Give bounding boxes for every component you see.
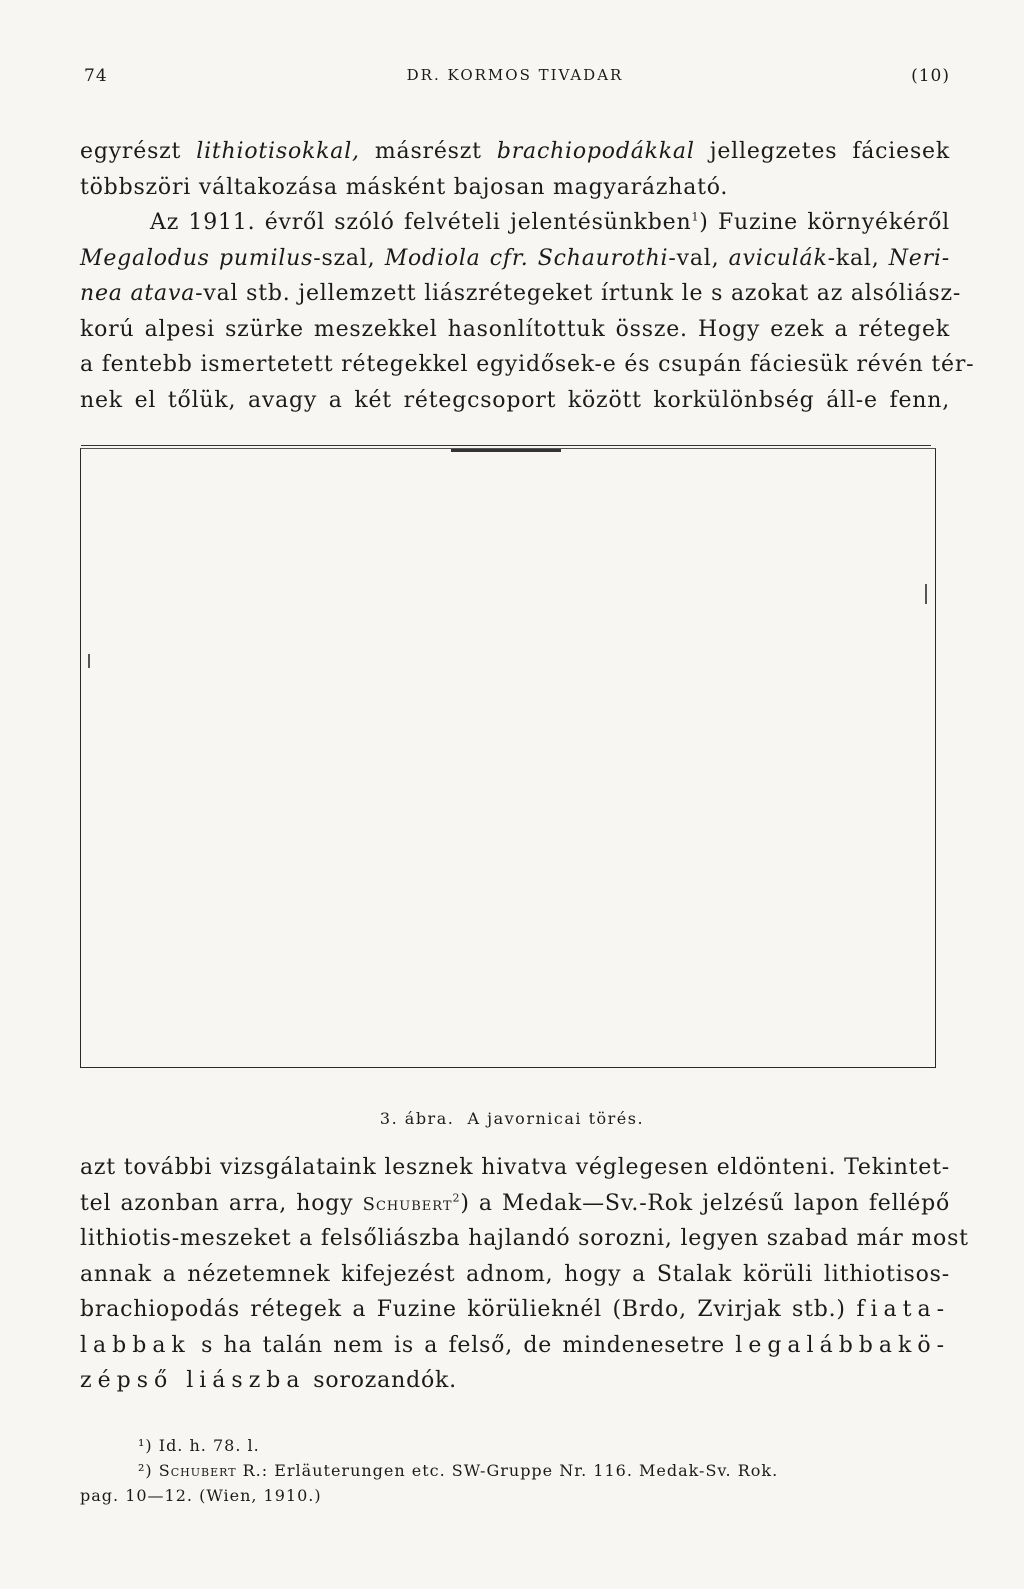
text-line: azt további vizsgálataink lesznek hivatva véglegesen eldönteni. Tekintet- bbox=[80, 1155, 950, 1180]
footnote-2: ²) Schubert R.: Erläuterungen etc. SW-Gruppe Nr. 116. Medak-Sv. Rok. bbox=[138, 1461, 779, 1480]
text-line: a fentebb ismertetett rétegekkel egyidősek-e és csupán fáciesük révén tér- bbox=[80, 352, 975, 377]
text-line: Az 1911. évről szóló felvételi jelentésünkben$^1$) Fuzine környékéről bbox=[150, 210, 950, 235]
figure-mark bbox=[451, 449, 561, 452]
paragraph-2 bbox=[80, 1150, 969, 1399]
figure-caption bbox=[0, 1109, 1024, 1128]
text-line: nea atava-val stb. jellemzett liászrétegeket írtunk le s azokat az alsóliász- bbox=[80, 281, 962, 306]
text-line: tel azonban arra, hogy Schubert$^2$) a Medak—Sv.-Rok jelzésű lapon fellépő bbox=[80, 1190, 950, 1216]
footnote-1: ¹) Id. h. 78. l. bbox=[138, 1436, 260, 1455]
paragraph-1 bbox=[80, 134, 975, 418]
footnote-2-continuation: pag. 10—12. (Wien, 1910.) bbox=[80, 1486, 322, 1505]
text-line: lithiotis-meszeket a felsőliászba hajlandó sorozni, legyen szabad már most bbox=[80, 1226, 969, 1251]
text-line: korú alpesi szürke meszekkel hasonlítottuk össze. Hogy ezek a rétegek bbox=[80, 316, 950, 342]
section-number: (10) bbox=[911, 66, 950, 86]
text-line: annak a nézetemnek kifejezést adnom, hogy a Stalak körüli lithiotisos- bbox=[80, 1261, 950, 1287]
text-line: nek el tőlük, avagy a két rétegcsoport között korkülönbség áll-e fenn, bbox=[80, 387, 950, 413]
text-line: egyrészt lithiotisokkal, másrészt brachiopodákkal jellegzetes fáciesek bbox=[80, 139, 950, 164]
caption-text: A javornicai törés. bbox=[467, 1109, 645, 1128]
figure-tick bbox=[925, 584, 927, 604]
caption-number: 3. ábra. bbox=[379, 1109, 455, 1128]
text-line: Megalodus pumilus-szal, Modiola cfr. Schaurothi-val, aviculák-kal, Neri- bbox=[80, 245, 950, 271]
text-line: zépső liászba sorozandók. bbox=[80, 1368, 457, 1393]
figure-3-frame bbox=[80, 448, 936, 1068]
running-title: DR. KORMOS TIVADAR bbox=[406, 66, 624, 84]
text-line: brachiopodás rétegek a Fuzine körülieknél (Brdo, Zvirjak stb.) fiata- bbox=[80, 1297, 950, 1322]
text-line: labbak s ha talán nem is a felső, de mindenesetre legalábbakö- bbox=[80, 1332, 950, 1358]
text-line: többszöri váltakozása másként bajosan magyarázható. bbox=[80, 174, 729, 200]
footnotes bbox=[80, 1433, 950, 1508]
figure-tick bbox=[88, 654, 90, 668]
running-header bbox=[80, 66, 950, 94]
figure-border-line bbox=[81, 445, 931, 446]
page-number: 74 bbox=[84, 66, 108, 86]
